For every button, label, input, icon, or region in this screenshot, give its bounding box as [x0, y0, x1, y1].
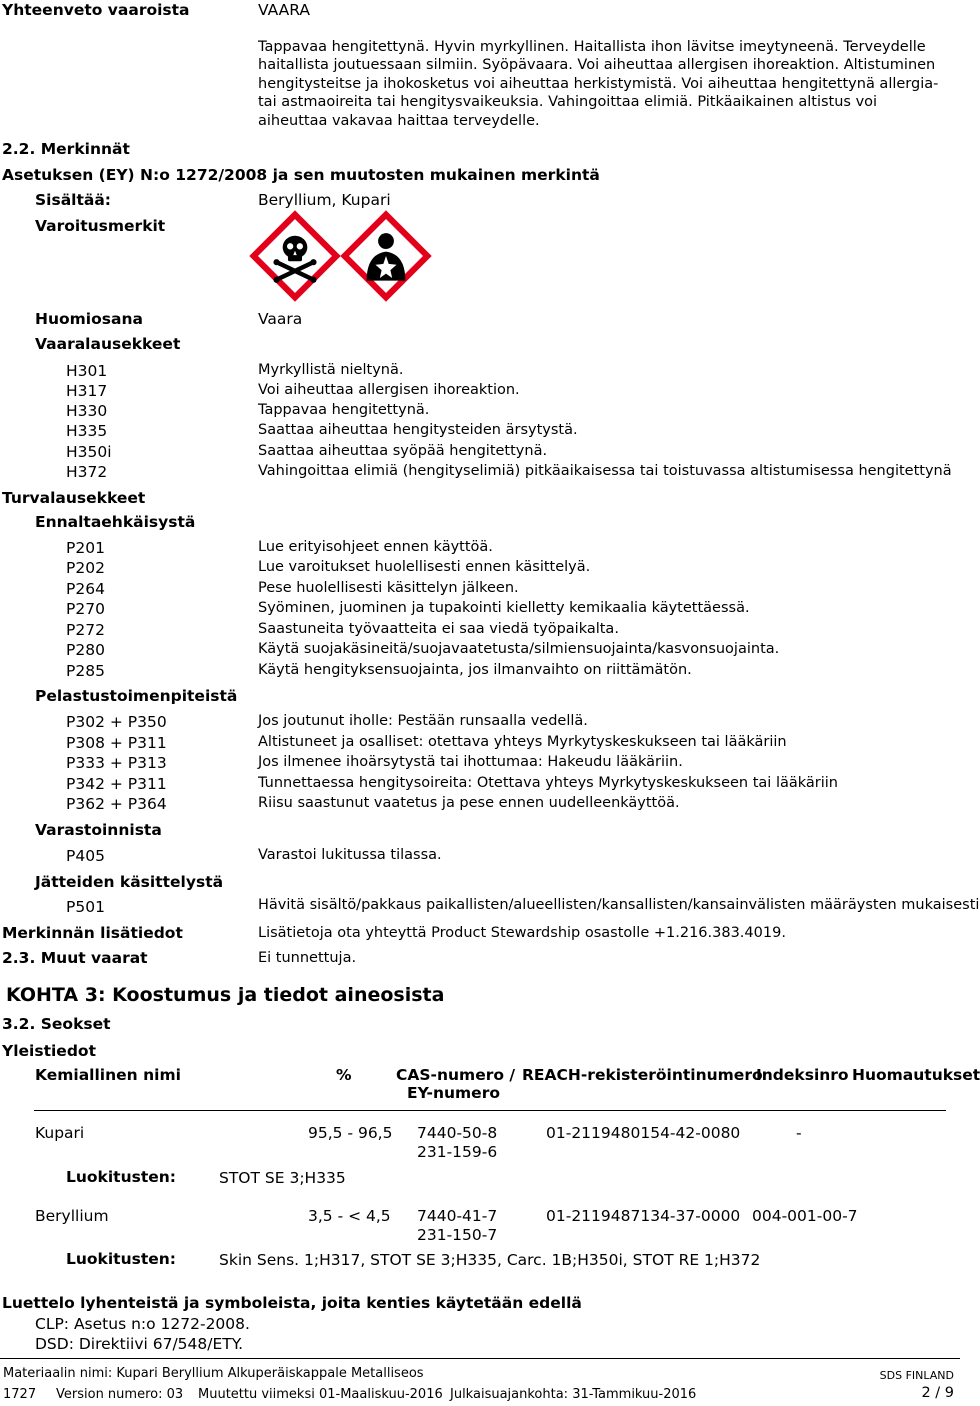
extra-info: Lisätietoja ota yhteyttä Product Stewardship osastolle +1.216.383.4019.	[258, 925, 786, 941]
regulation-heading: Asetuksen (EY) N:o 1272/2008 ja sen muutosten mukainen merkintä	[2, 166, 600, 184]
statement-text: Syöminen, juominen ja tupakointi kielletty kemikaalia käytettäessä.	[258, 600, 750, 616]
disposal-label: Jätteiden käsittelystä	[35, 873, 224, 891]
component-cas: 7440-41-7	[417, 1207, 498, 1225]
signal-word: Vaara	[258, 310, 303, 328]
footer-issued: Julkaisuajankohta: 31-Tammikuu-2016	[450, 1387, 697, 1402]
statement-code: P501	[66, 898, 105, 916]
other-hazards-value: Ei tunnettuja.	[258, 950, 357, 966]
col-header-percent: %	[336, 1066, 352, 1084]
abbrev-item: CLP: Asetus n:o 1272-2008.	[35, 1315, 250, 1333]
footer-revised: Muutettu viimeksi 01-Maaliskuu-2016	[198, 1387, 443, 1402]
statement-code: P333 + P313	[66, 754, 167, 772]
statement-text: Voi aiheuttaa allergisen ihoreaktion.	[258, 382, 520, 398]
statement-code: H301	[66, 362, 108, 380]
statement-code: P202	[66, 559, 105, 577]
component-ec: 231-159-6	[417, 1143, 498, 1161]
statement-text: Altistuneet ja osalliset: otettava yhteys Myrkytyskeskukseen tai lääkäriin	[258, 734, 787, 750]
statement-text: Saattaa aiheuttaa hengitysteiden ärsytystä.	[258, 422, 578, 438]
section-3-2-heading: 3.2. Seokset	[2, 1015, 111, 1033]
hazard-summary-text: Tappavaa hengitettynä. Hyvin myrkyllinen. Haitallista ihon lävitse imeytyneenä. Terveydelle haitallista joutuessaan silmiin. Syöpävaara. Voi aiheuttaa allergisen ihoreaktion. Altistuminen hengitysteitse ja ihokosketus voi aiheuttaa herkistymistä. Voi aiheuttaa hengitettynä allergia- tai astmaoireita tai hengitysvaikeuksia. Vahingoittaa elimiä. Pitkäaikainen altistus voi aiheuttaa vakavaa haittaa terveydelle.	[258, 39, 939, 129]
storage-label: Varastoinnista	[35, 821, 162, 839]
health-hazard-icon	[342, 212, 430, 300]
skull-crossbones-icon	[251, 212, 339, 300]
statement-text: Jos ilmenee ihoärsytystä tai ihottumaa: Hakeudu lääkäriin.	[258, 754, 683, 770]
statement-code: P342 + P311	[66, 775, 167, 793]
classification-label: Luokitusten:	[66, 1250, 177, 1268]
signal-word-label: Huomiosana	[35, 310, 143, 328]
component-percent: 3,5 - < 4,5	[308, 1207, 391, 1225]
footer-material-name: Materiaalin nimi: Kupari Beryllium Alkuperäiskappale Metalliseos	[3, 1366, 424, 1381]
statement-code: P270	[66, 600, 105, 618]
pictograms-label: Varoitusmerkit	[35, 217, 166, 235]
col-header-cas: CAS-numero /	[396, 1066, 516, 1084]
statement-code: P264	[66, 580, 105, 598]
col-header-reach: REACH-rekisteröintinumero	[522, 1066, 763, 1084]
statement-code: H335	[66, 422, 108, 440]
col-header-notes: Huomautukset	[852, 1066, 980, 1084]
abbrev-heading: Luettelo lyhenteistä ja symboleista, joita kenties käytetään edellä	[2, 1294, 582, 1312]
statement-text: Saattaa aiheuttaa syöpää hengitettynä.	[258, 443, 548, 459]
general-info-label: Yleistiedot	[2, 1042, 96, 1060]
statement-code: H350i	[66, 443, 112, 461]
statement-code: P362 + P364	[66, 795, 167, 813]
hazard-statements-label: Vaaralausekkeet	[35, 335, 181, 353]
section-3-heading: KOHTA 3: Koostumus ja tiedot aineosista	[6, 984, 445, 1006]
precautionary-label: Turvalausekkeet	[2, 489, 146, 507]
classification-label: Luokitusten:	[66, 1168, 177, 1186]
contains-label: Sisältää:	[35, 191, 112, 209]
col-header-ec: EY-numero	[407, 1084, 500, 1102]
component-cas: 7440-50-8	[417, 1124, 498, 1142]
statement-text: Saastuneita työvaatteita ei saa viedä työpaikalta.	[258, 621, 619, 637]
footer-divider	[0, 1358, 960, 1359]
statement-code: H330	[66, 402, 108, 420]
statement-text: Käytä suojakäsineitä/suojavaatetusta/silmiensuojainta/kasvonsuojainta.	[258, 641, 780, 657]
hazard-category: VAARA	[258, 1, 310, 19]
component-index: -	[796, 1124, 802, 1142]
component-index: 004-001-00-7	[752, 1207, 858, 1225]
statement-text: Tappavaa hengitettynä.	[258, 402, 430, 418]
statement-text: Vahingoittaa elimiä (hengityselimiä) pitkäaikaisessa tai toistuvassa altistumisessa hengitettynä	[258, 463, 952, 479]
statement-code: P405	[66, 847, 105, 865]
component-ec: 231-150-7	[417, 1226, 498, 1244]
component-reach: 01-2119480154-42-0080	[546, 1124, 741, 1142]
statement-text: Lue varoitukset huolellisesti ennen käsittelyä.	[258, 559, 591, 575]
statement-code: P285	[66, 662, 105, 680]
statement-text: Varastoi lukitussa tilassa.	[258, 847, 442, 863]
classification-value: Skin Sens. 1;H317, STOT SE 3;H335, Carc. 1B;H350i, STOT RE 1;H372	[219, 1251, 761, 1269]
footer-version: Version numero: 03	[56, 1387, 184, 1402]
statement-text: Tunnettaessa hengitysoireita: Otettava yhteys Myrkytyskeskukseen tai lääkäriin	[258, 775, 838, 791]
component-name: Beryllium	[35, 1207, 109, 1225]
component-percent: 95,5 - 96,5	[308, 1124, 393, 1142]
contains-value: Beryllium, Kupari	[258, 191, 391, 209]
statement-code: P280	[66, 641, 105, 659]
statement-code: H372	[66, 463, 108, 481]
statement-text: Lue erityisohjeet ennen käyttöä.	[258, 539, 493, 555]
hazard-summary-label: Yhteenveto vaaroista	[2, 1, 190, 19]
footer-sds-label: SDS FINLAND	[879, 1369, 954, 1382]
col-header-name: Kemiallinen nimi	[35, 1066, 181, 1084]
response-label: Pelastustoimenpiteistä	[35, 687, 238, 705]
table-divider	[34, 1110, 946, 1111]
component-name: Kupari	[35, 1124, 85, 1142]
col-header-index: Indeksinro	[756, 1066, 849, 1084]
abbrev-item: DSD: Direktiivi 67/548/ETY.	[35, 1335, 244, 1353]
statement-text: Pese huolellisesti käsittelyn jälkeen.	[258, 580, 519, 596]
statement-code: H317	[66, 382, 108, 400]
statement-text: Riisu saastunut vaatetus ja pese ennen uudelleenkäyttöä.	[258, 795, 680, 811]
statement-code: P308 + P311	[66, 734, 167, 752]
footer-page-number: 2 / 9	[921, 1385, 954, 1401]
statement-text: Käytä hengityksensuojainta, jos ilmanvaihto on riittämätön.	[258, 662, 692, 678]
statement-code: P272	[66, 621, 105, 639]
section-2-2-heading: 2.2. Merkinnät	[2, 140, 130, 158]
section-2-3-heading: 2.3. Muut vaarat	[2, 949, 148, 967]
statement-text: Jos joutunut iholle: Pestään runsaalla vedellä.	[258, 713, 588, 729]
component-reach: 01-2119487134-37-0000	[546, 1207, 741, 1225]
statement-code: P302 + P350	[66, 713, 167, 731]
statement-code: P201	[66, 539, 105, 557]
footer-doc-id: 1727	[3, 1387, 37, 1402]
statement-text: Myrkyllistä nieltynä.	[258, 362, 404, 378]
statement-text: Hävitä sisältö/pakkaus paikallisten/alueellisten/kansallisten/kansainvälisten määräysten mukaisesti	[258, 897, 980, 913]
extra-info-label: Merkinnän lisätiedot	[2, 924, 183, 942]
classification-value: STOT SE 3;H335	[219, 1169, 346, 1187]
prevention-label: Ennaltaehkäisystä	[35, 513, 196, 531]
